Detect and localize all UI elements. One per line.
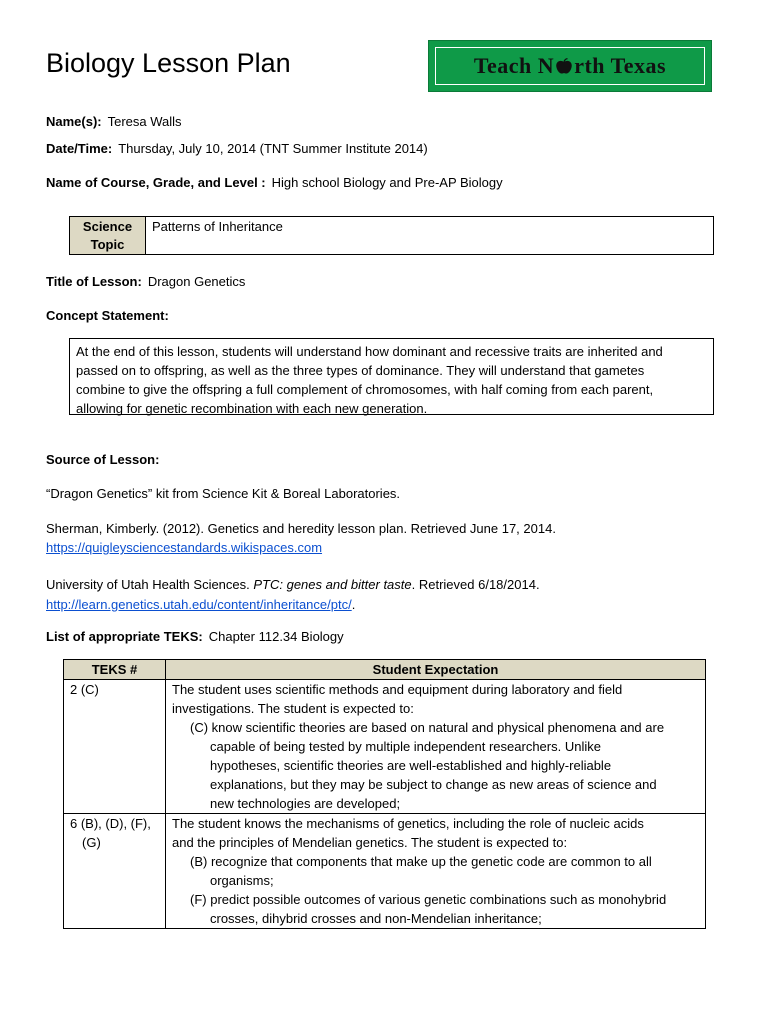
teks-label: List of appropriate TEKS:	[46, 629, 203, 644]
source-item-2-link-row	[46, 540, 322, 556]
course-label: Name of Course, Grade, and Level :	[46, 175, 266, 190]
teks-value: Chapter 112.34 Biology	[208, 629, 344, 644]
concept-heading: Concept Statement:	[46, 308, 169, 323]
datetime-field	[46, 141, 428, 157]
teks-table	[63, 659, 706, 929]
page-title: Biology Lesson Plan	[46, 48, 291, 78]
science-topic-label: Science Topic	[70, 217, 146, 254]
science-topic-table	[69, 216, 714, 255]
source-item-3: University of Utah Health Sciences. PTC: genes and bitter taste. Retrieved 6/18/2014.	[46, 577, 540, 592]
teks-col-expectation: Student Expectation	[166, 660, 706, 680]
names-field	[46, 114, 182, 130]
datetime-label: Date/Time:	[46, 141, 113, 156]
source-heading: Source of Lesson:	[46, 452, 160, 467]
teks-expectation-cell: The student uses scientific methods and equipment during laboratory and field investigations. The student is expected to: (C) know scientific theories are based on natural and physical phenomena and are capable of being tested by multiple independent researchers. Unlike hypotheses, scientific theories are well-established and highly-reliable explanations, but they may be subject to change as new areas of science and new technologies are developed;	[166, 680, 706, 814]
names-label: Name(s):	[46, 114, 102, 129]
teks-col-number: TEKS #	[64, 660, 166, 680]
source-item-3-link-row: http://learn.genetics.utah.edu/content/inheritance/ptc/.	[46, 597, 356, 612]
source-item-1: “Dragon Genetics” kit from Science Kit & Boreal Laboratories.	[46, 486, 401, 501]
teks-header-row	[64, 660, 706, 680]
names-value: Teresa Walls	[107, 114, 182, 129]
table-row	[64, 814, 706, 929]
lesson-title-value: Dragon Genetics	[147, 274, 246, 289]
teks-number-cell: 6 (B), (D), (F), (G)	[64, 814, 166, 929]
science-topic-value: Patterns of Inheritance	[152, 219, 283, 234]
datetime-value: Thursday, July 10, 2014 (TNT Summer Institute 2014)	[118, 141, 428, 156]
apple-icon	[555, 58, 573, 75]
teks-number-cell: 2 (C)	[64, 680, 166, 814]
table-row	[64, 680, 706, 814]
source-item-2: Sherman, Kimberly. (2012). Genetics and heredity lesson plan. Retrieved June 17, 2014.	[46, 521, 556, 536]
teks-heading	[46, 629, 344, 645]
source-link-utah[interactable]: http://learn.genetics.utah.edu/content/inheritance/ptc/	[46, 597, 352, 612]
concept-statement-box: At the end of this lesson, students will understand how dominant and recessive traits are inherited and passed on to offspring, as well as the three types of dominance. They will understand that gametes combine to give the offspring a full complement of chromosomes, with half coming from each parent, allowing for genetic recombination with each new generation.	[69, 338, 714, 415]
lesson-title-label: Title of Lesson:	[46, 274, 142, 289]
teach-north-texas-logo	[428, 40, 712, 92]
lesson-title-field	[46, 274, 245, 290]
source-link-quigley[interactable]: https://quigleysciencestandards.wikispaces.com	[46, 540, 323, 555]
course-value: High school Biology and Pre-AP Biology	[271, 175, 503, 190]
logo-text: Teach N rth Texas	[435, 47, 705, 85]
teks-expectation-cell: The student knows the mechanisms of genetics, including the role of nucleic acids and the principles of Mendelian genetics. The student is expected to: (B) recognize that components that make up the genetic code are common to all organisms; (F) predict possible outcomes of various genetic combinations such as monohybrid crosses, dihybrid crosses and non-Mendelian inheritance;	[166, 814, 706, 929]
course-field	[46, 175, 503, 191]
